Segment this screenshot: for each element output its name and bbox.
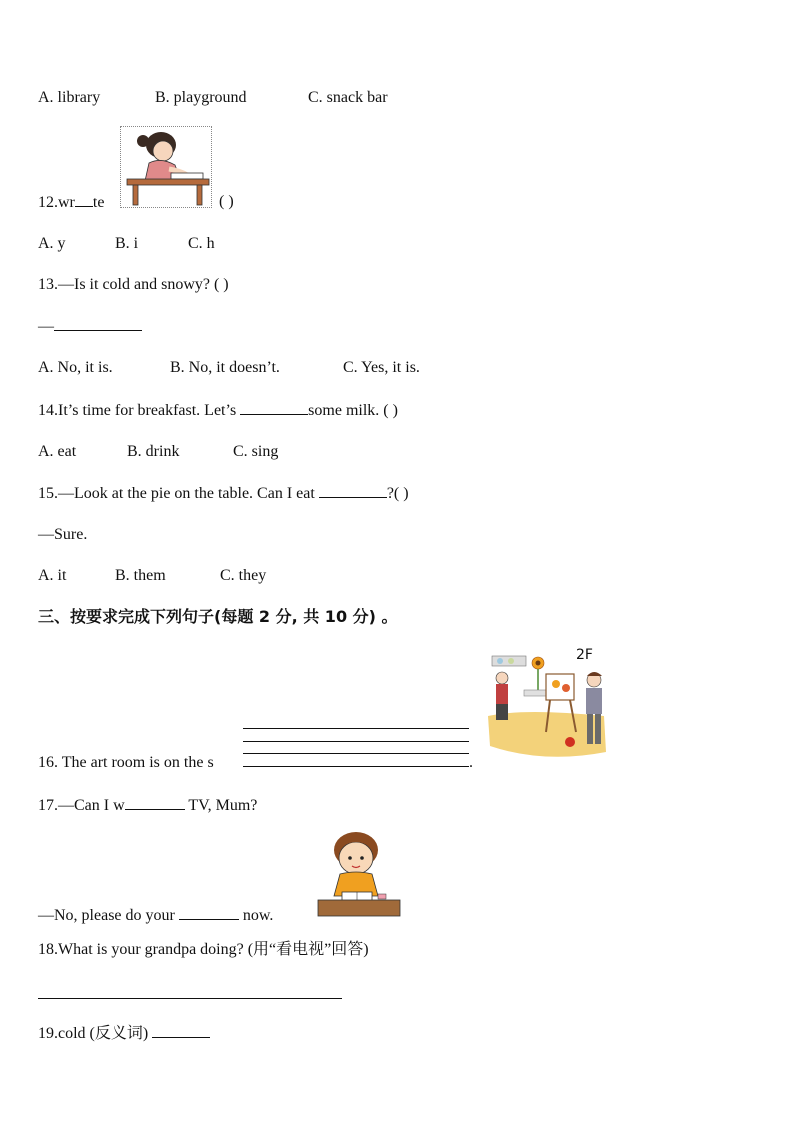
q16-period: . (469, 754, 473, 771)
q17-question (38, 795, 257, 816)
art-room-picture (484, 646, 612, 768)
q14-after: some milk. ( ) (308, 402, 398, 419)
q16-guide-line-1 (243, 728, 469, 729)
floor-label: 2F (576, 647, 593, 663)
q15-before: 15.—Look at the pie on the table. Can I eat (38, 485, 319, 502)
q11-option-c: C. snack bar (308, 89, 388, 106)
q14-option-b: B. drink (127, 443, 180, 460)
q17-answer-before: —No, please do your (38, 907, 179, 924)
q14-question (38, 400, 398, 421)
q17-blank-1[interactable] (125, 795, 185, 810)
q17-answer-after: now. (238, 907, 274, 924)
q19-question (38, 1023, 210, 1044)
q11-option-a: A. library (38, 89, 101, 106)
q13-option-b: B. No, it doesn’t. (170, 359, 280, 376)
q16-question: 16. The art room is on the s (38, 754, 214, 771)
q17-blank-2[interactable] (179, 905, 239, 920)
q18-question: 18.What is your grandpa doing? (用“看电视”回答) (38, 941, 369, 958)
q19-blank[interactable] (152, 1023, 210, 1038)
q11-option-b: B. playground (155, 89, 247, 106)
q16-guide-line-4[interactable] (243, 766, 469, 767)
q12-answer-paren[interactable]: ( ) (219, 193, 234, 210)
q12-prefix: 12.wr (38, 194, 75, 211)
q15-blank[interactable] (319, 483, 387, 498)
q14-before: 14.It’s time for breakfast. Let’s (38, 402, 241, 419)
q12-suffix: te (92, 194, 105, 211)
girl-writing-picture (120, 126, 212, 208)
q12-option-a: A. y (38, 235, 66, 252)
q13-option-c: C. Yes, it is. (343, 359, 420, 376)
q15-option-c: C. they (220, 567, 267, 584)
q17-answer (38, 905, 273, 926)
q19-text: 19.cold (反义词) (38, 1025, 153, 1042)
q15-option-b: B. them (115, 567, 166, 584)
q16-guide-line-2 (243, 741, 469, 742)
q17-question-before: 17.—Can I w (38, 797, 125, 814)
q12-option-c: C. h (188, 235, 215, 252)
section-3-heading: 三、按要求完成下列句子(每题 2 分, 共 10 分) 。 (38, 607, 398, 626)
q13-dash: — (38, 318, 54, 335)
boy-homework-picture (316, 830, 402, 920)
q14-option-c: C. sing (233, 443, 279, 460)
q15-question (38, 483, 409, 504)
q13-question: 13.—Is it cold and snowy? ( ) (38, 276, 229, 293)
q13-blank[interactable] (54, 316, 142, 331)
art-room-illustration (484, 646, 612, 768)
q13-answer-line (38, 316, 142, 337)
q15-option-a: A. it (38, 567, 67, 584)
q17-question-after: TV, Mum? (184, 797, 258, 814)
q14-option-a: A. eat (38, 443, 77, 460)
q13-option-a: A. No, it is. (38, 359, 113, 376)
q15-reply: —Sure. (38, 526, 88, 543)
q15-after: ?( ) (386, 485, 409, 502)
q14-blank[interactable] (240, 400, 308, 415)
q12-option-b: B. i (115, 235, 139, 252)
girl-writing-illustration (121, 127, 211, 207)
q16-guide-line-3 (243, 753, 469, 754)
q12-blank[interactable] (75, 192, 93, 207)
q18-answer-line[interactable] (38, 998, 342, 999)
boy-homework-illustration (316, 830, 402, 920)
q12-question (38, 192, 104, 213)
